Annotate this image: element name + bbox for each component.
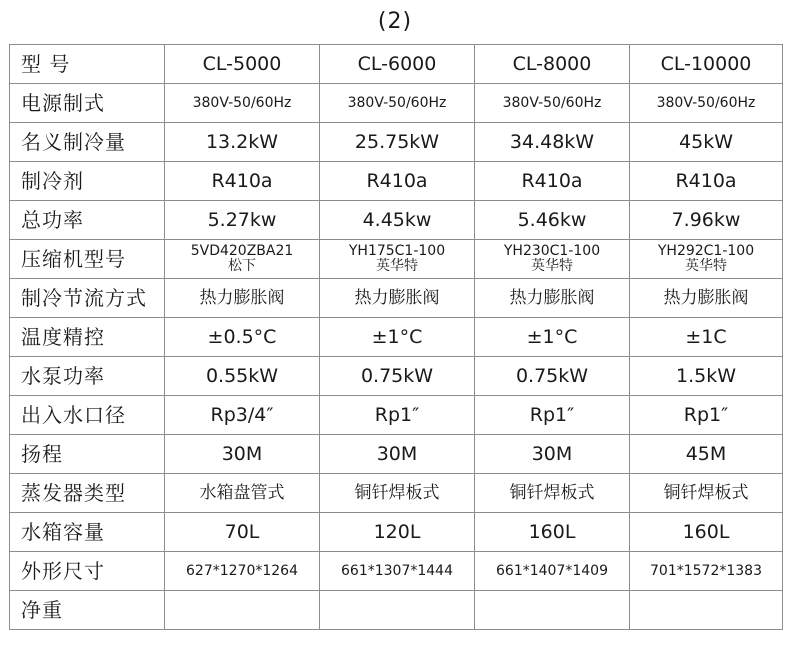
table-cell: 热力膨胀阀 — [320, 279, 475, 318]
table-cell: 380V-50/60Hz — [165, 84, 320, 123]
row-label: 制冷节流方式 — [10, 279, 165, 318]
table-cell — [165, 240, 320, 279]
table-cell: 30M — [320, 435, 475, 474]
table-cell — [630, 240, 783, 279]
table-cell: 0.75kW — [475, 357, 630, 396]
table-cell: 铜钎焊板式 — [320, 474, 475, 513]
table-cell: R410a — [165, 162, 320, 201]
compressor-model: YH230C1-100 — [503, 243, 601, 259]
compressor-brand: 英华特 — [376, 258, 418, 274]
table-cell: 30M — [165, 435, 320, 474]
row-label: 压缩机型号 — [10, 240, 165, 279]
table-cell: 627*1270*1264 — [165, 552, 320, 591]
table-row — [10, 552, 783, 591]
compressor-model: 5VD420ZBA21 — [190, 243, 294, 259]
table-cell: 34.48kW — [475, 123, 630, 162]
table-cell: 160L — [630, 513, 783, 552]
table-cell: Rp1″ — [475, 396, 630, 435]
compressor-brand: 英华特 — [685, 258, 727, 274]
compressor-brand: 英华特 — [531, 258, 573, 274]
model-name: CL-8000 — [475, 45, 630, 84]
table-cell: 铜钎焊板式 — [630, 474, 783, 513]
table-cell: ±1C — [630, 318, 783, 357]
table-cell: 1.5kW — [630, 357, 783, 396]
table-row — [10, 84, 783, 123]
table-cell — [475, 591, 630, 630]
table-row — [10, 435, 783, 474]
table-cell: 5.46kw — [475, 201, 630, 240]
compressor-model: YH175C1-100 — [348, 243, 446, 259]
table-cell: 120L — [320, 513, 475, 552]
table-cell: Rp1″ — [320, 396, 475, 435]
model-name: CL-5000 — [165, 45, 320, 84]
table-cell: 7.96kw — [630, 201, 783, 240]
table-cell: 25.75kW — [320, 123, 475, 162]
table-cell — [475, 240, 630, 279]
table-cell: 380V-50/60Hz — [630, 84, 783, 123]
row-label: 电源制式 — [10, 84, 165, 123]
row-label: 蒸发器类型 — [10, 474, 165, 513]
table-cell — [630, 591, 783, 630]
table-cell: 380V-50/60Hz — [475, 84, 630, 123]
row-label: 名义制冷量 — [10, 123, 165, 162]
table-cell: R410a — [475, 162, 630, 201]
table-cell: ±1°C — [320, 318, 475, 357]
table-cell: ±0.5°C — [165, 318, 320, 357]
table-row — [10, 357, 783, 396]
table-header-row — [10, 45, 783, 84]
table-cell: 701*1572*1383 — [630, 552, 783, 591]
row-label: 净重 — [10, 591, 165, 630]
row-label: 温度精控 — [10, 318, 165, 357]
table-row — [10, 591, 783, 630]
table-cell: 45kW — [630, 123, 783, 162]
table-cell — [165, 591, 320, 630]
table-row — [10, 123, 783, 162]
row-label: 扬程 — [10, 435, 165, 474]
table-cell: Rp1″ — [630, 396, 783, 435]
row-label: 外形尺寸 — [10, 552, 165, 591]
table-cell: 661*1307*1444 — [320, 552, 475, 591]
row-label-model: 型 号 — [10, 45, 165, 84]
model-name: CL-10000 — [630, 45, 783, 84]
table-cell: ±1°C — [475, 318, 630, 357]
table-cell: R410a — [320, 162, 475, 201]
table-cell: 661*1407*1409 — [475, 552, 630, 591]
table-cell: 5.27kw — [165, 201, 320, 240]
table-cell: 水箱盘管式 — [165, 474, 320, 513]
row-label: 水箱容量 — [10, 513, 165, 552]
table-cell: 13.2kW — [165, 123, 320, 162]
table-cell: 45M — [630, 435, 783, 474]
table-cell — [320, 591, 475, 630]
table-cell: 热力膨胀阀 — [475, 279, 630, 318]
table-cell: 热力膨胀阀 — [165, 279, 320, 318]
page-title: (2) — [377, 9, 413, 34]
table-row — [10, 513, 783, 552]
table-cell: 0.75kW — [320, 357, 475, 396]
table-row — [10, 474, 783, 513]
table-row — [10, 162, 783, 201]
table-row — [10, 396, 783, 435]
table-cell: 铜钎焊板式 — [475, 474, 630, 513]
row-label: 出入水口径 — [10, 396, 165, 435]
table-cell: Rp3/4″ — [165, 396, 320, 435]
row-label: 水泵功率 — [10, 357, 165, 396]
table-cell: R410a — [630, 162, 783, 201]
table-cell: 70L — [165, 513, 320, 552]
table-row — [10, 201, 783, 240]
table-row — [10, 318, 783, 357]
compressor-model: YH292C1-100 — [657, 243, 755, 259]
row-label: 制冷剂 — [10, 162, 165, 201]
table-cell: 30M — [475, 435, 630, 474]
table-cell: 热力膨胀阀 — [630, 279, 783, 318]
table-cell — [320, 240, 475, 279]
row-label: 总功率 — [10, 201, 165, 240]
model-name: CL-6000 — [320, 45, 475, 84]
compressor-brand: 松下 — [228, 258, 256, 274]
table-cell: 160L — [475, 513, 630, 552]
table-row — [10, 279, 783, 318]
table-cell: 4.45kw — [320, 201, 475, 240]
table-cell: 0.55kW — [165, 357, 320, 396]
table-row — [10, 240, 783, 279]
table-cell: 380V-50/60Hz — [320, 84, 475, 123]
spec-table — [9, 44, 783, 630]
